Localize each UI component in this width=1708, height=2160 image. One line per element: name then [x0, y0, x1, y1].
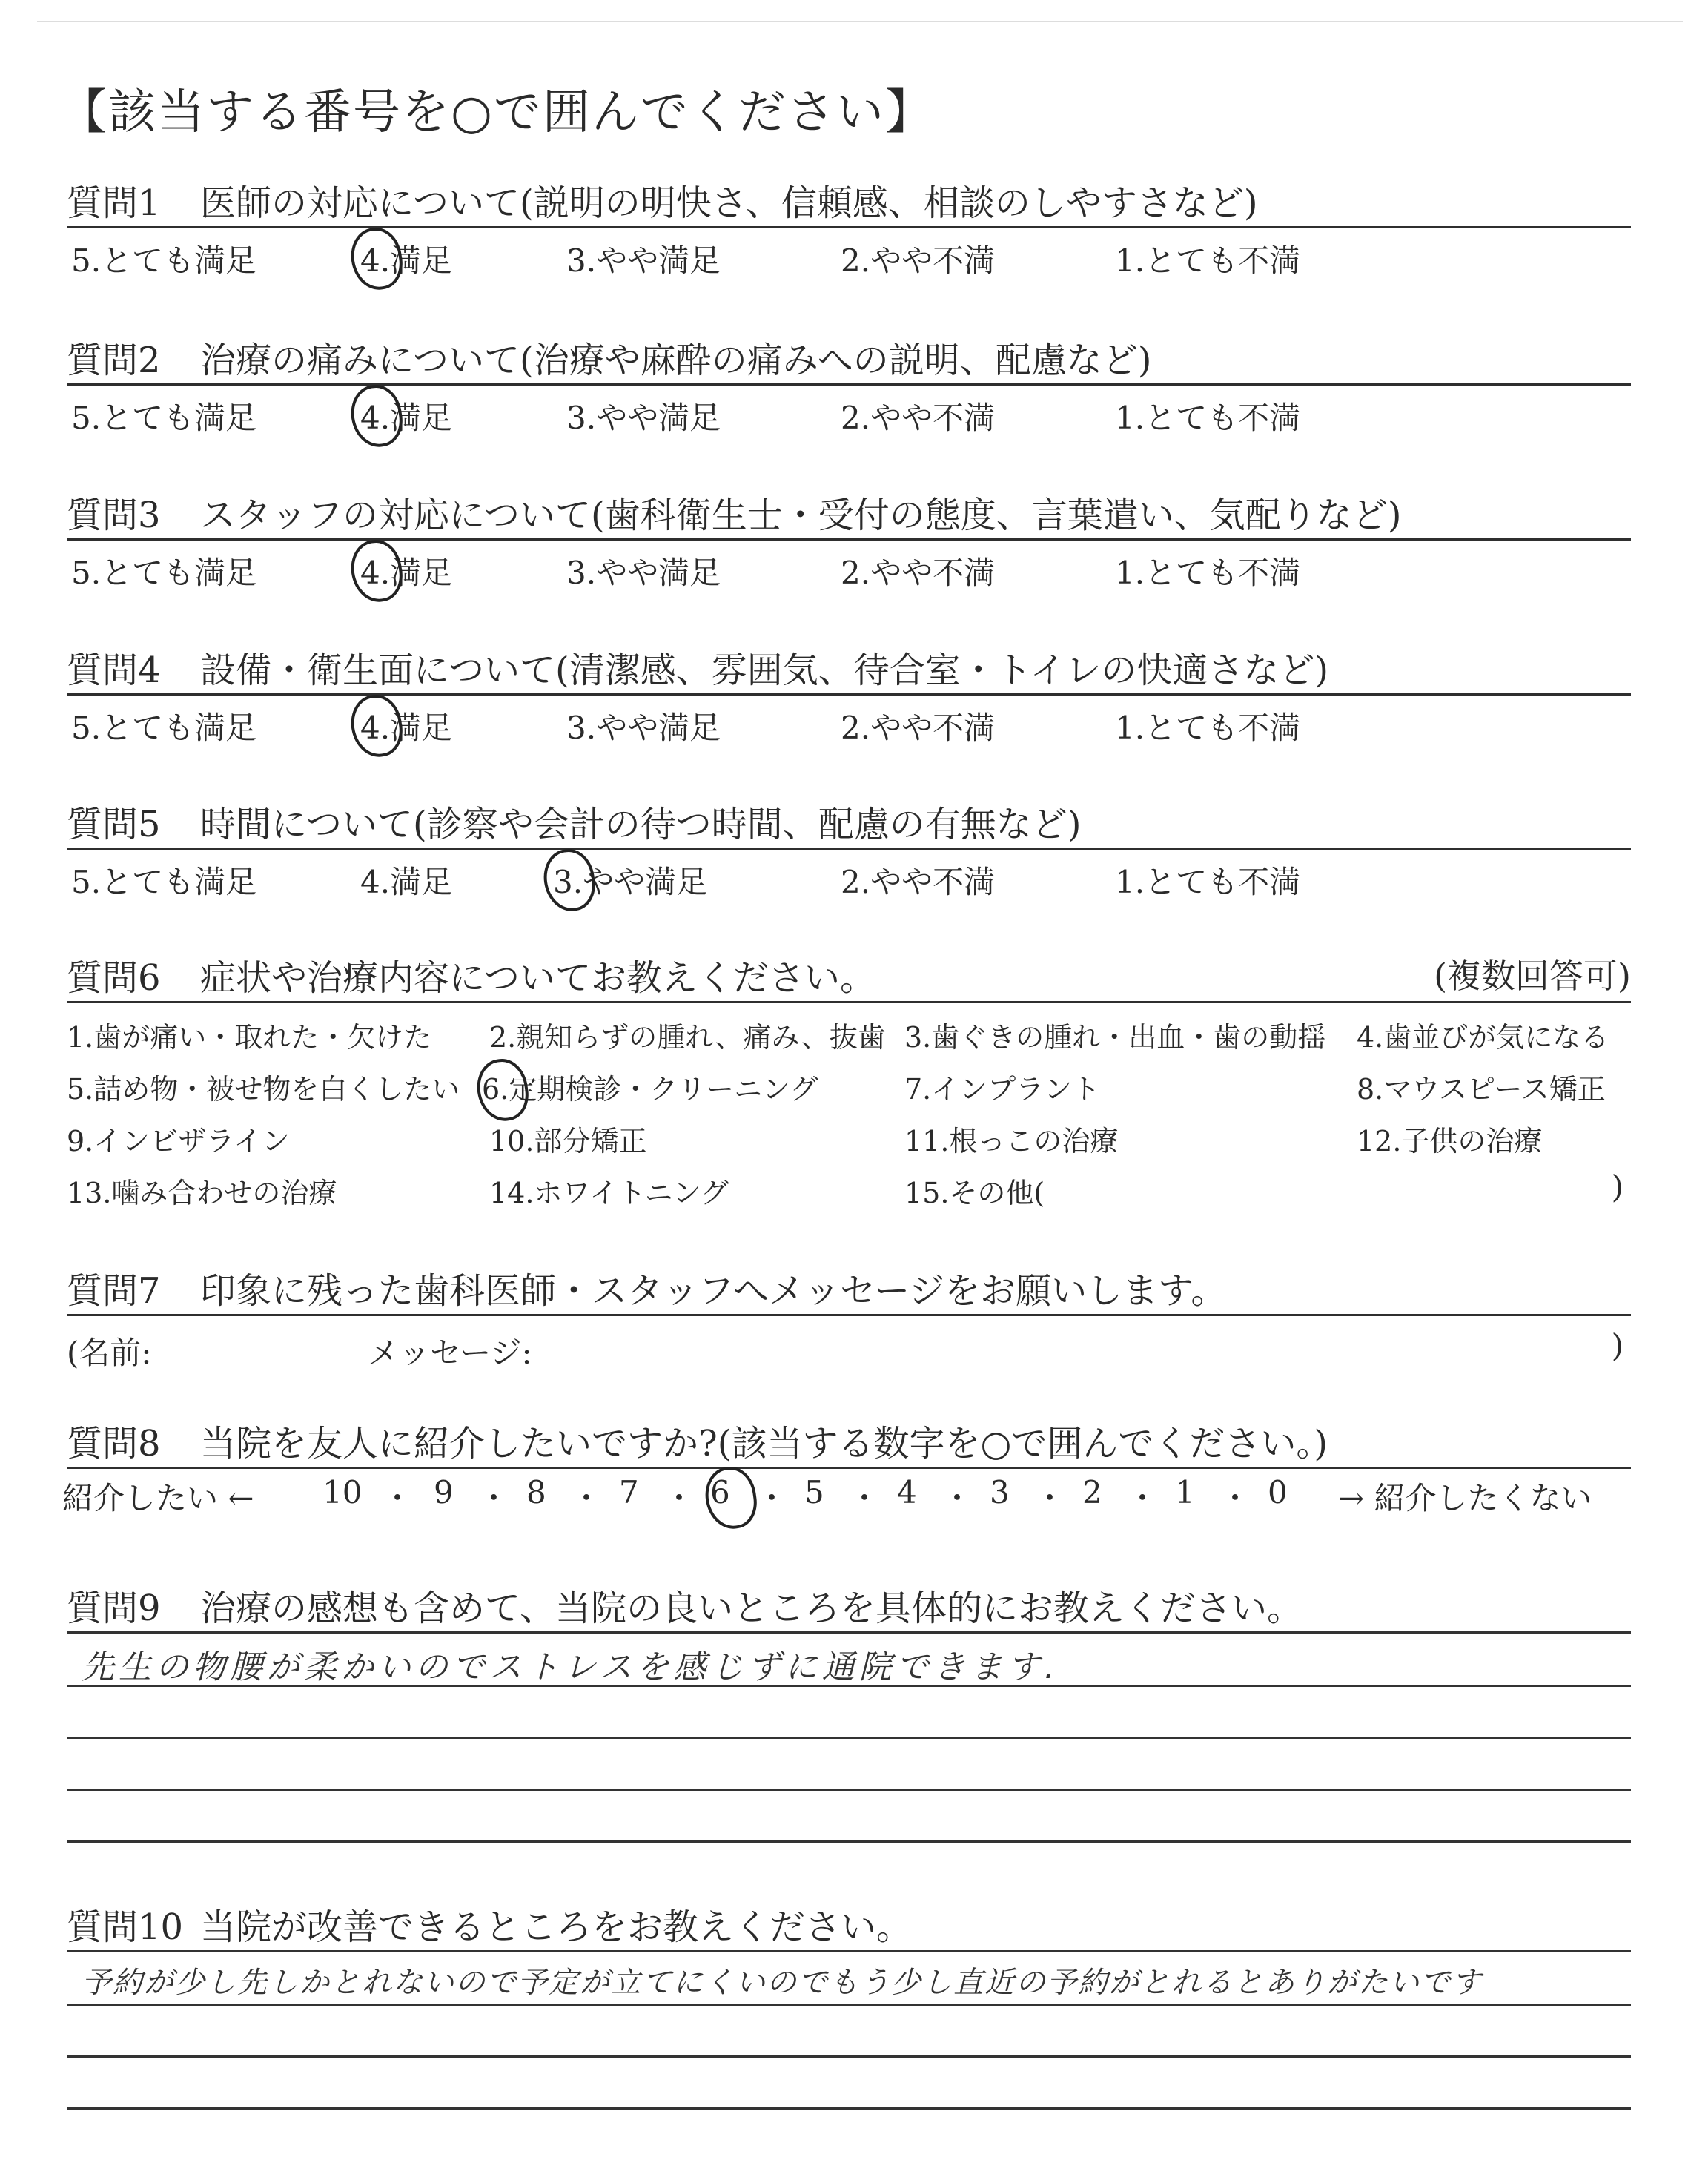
- question-number: 質問6: [67, 957, 161, 999]
- scan-edge: [37, 21, 1683, 22]
- instruction-heading: 【該当する番号を○で囲んでください】: [59, 85, 934, 140]
- q10-handwritten-answer[interactable]: 予約が少し先しかとれないので予定が立てにくいのでもう少し直近の予約がとれるとありがたいです: [82, 1966, 1483, 2000]
- question-number: 質問3: [67, 495, 161, 536]
- scale-10[interactable]: 10: [322, 1474, 363, 1510]
- question-text: 医師の対応について(説明の明快さ、信頼感、相談のしやすさなど): [200, 182, 1258, 224]
- option-4-circled[interactable]: 4.満足: [356, 547, 457, 595]
- symptom-option-4[interactable]: 4.歯並びが気になる: [1357, 1021, 1609, 1054]
- scale-1[interactable]: 1: [1175, 1474, 1195, 1510]
- multiple-answers-note: (複数回答可): [1434, 956, 1631, 996]
- rating-options: [67, 856, 1631, 908]
- scale-separator: ・: [849, 1480, 881, 1516]
- scale-4[interactable]: 4: [897, 1474, 917, 1510]
- option-1[interactable]: 1.とても不満: [1115, 864, 1301, 900]
- scale-separator: ・: [1219, 1480, 1251, 1516]
- option-5[interactable]: 5.とても満足: [71, 400, 257, 436]
- option-2[interactable]: 2.やや不満: [841, 242, 996, 279]
- scale-6-circled[interactable]: 6: [710, 1474, 730, 1510]
- symptom-option-8[interactable]: 8.マウスピース矯正: [1357, 1073, 1606, 1106]
- scale-separator: ・: [1034, 1480, 1066, 1516]
- option-4-circled[interactable]: 4.満足: [356, 392, 457, 440]
- symptom-option-11[interactable]: 11.根っこの治療: [904, 1125, 1119, 1157]
- question-text: 設備・衛生面について(清潔感、雰囲気、待合室・トイレの快適さなど): [200, 650, 1329, 691]
- option-2[interactable]: 2.やや不満: [841, 710, 996, 746]
- symptom-option-14[interactable]: 14.ホワイトニング: [489, 1177, 729, 1209]
- option-5[interactable]: 5.とても満足: [71, 864, 257, 900]
- symptom-option-15[interactable]: 15.その他(: [904, 1177, 1045, 1209]
- option-3[interactable]: 3.やや満足: [566, 242, 721, 279]
- question-number: 質問4: [67, 650, 161, 691]
- option-3[interactable]: 3.やや満足: [566, 710, 721, 746]
- scale-separator: ・: [756, 1480, 788, 1516]
- recommend-right-label: → 紹介したくない: [1338, 1480, 1592, 1516]
- question-text: 印象に残った歯科医師・スタッフへメッセージをお願いします。: [200, 1270, 1227, 1312]
- scale-8[interactable]: 8: [526, 1474, 546, 1510]
- option-4-circled[interactable]: 4.満足: [356, 235, 457, 283]
- answer-line: [67, 2004, 1631, 2006]
- option-4-circled[interactable]: 4.満足: [356, 702, 457, 750]
- question-2: [67, 331, 1631, 487]
- scale-separator: ・: [941, 1480, 973, 1516]
- question-6: [67, 949, 1631, 1216]
- scale-7[interactable]: 7: [619, 1474, 639, 1510]
- question-text: 治療の感想も含めて、当院の良いところを具体的にお教えください。: [200, 1588, 1303, 1629]
- scale-0[interactable]: 0: [1268, 1474, 1288, 1510]
- question-text: スタッフの対応について(歯科衛生士・受付の態度、言葉遣い、気配りなど): [200, 495, 1402, 536]
- option-1[interactable]: 1.とても不満: [1115, 400, 1301, 436]
- symptom-option-2[interactable]: 2.親知らずの腫れ、痛み、抜歯: [489, 1021, 886, 1054]
- recommend-left-label: 紹介したい ←: [62, 1480, 254, 1516]
- question-10: [67, 1898, 1631, 1965]
- scale-2[interactable]: 2: [1082, 1474, 1102, 1510]
- question-number: 質問5: [67, 804, 161, 845]
- symptom-option-3[interactable]: 3.歯ぐきの腫れ・出血・歯の動揺: [904, 1021, 1326, 1054]
- scale-5[interactable]: 5: [804, 1474, 824, 1510]
- option-1[interactable]: 1.とても不満: [1115, 710, 1301, 746]
- option-2[interactable]: 2.やや不満: [841, 400, 996, 436]
- message-label: メッセージ:: [368, 1335, 532, 1371]
- question-title: [67, 796, 1082, 847]
- answer-line: [67, 1789, 1631, 1791]
- question-number: 質問9: [67, 1588, 161, 1629]
- question-number: 質問7: [67, 1270, 161, 1312]
- rating-options: [67, 702, 1631, 754]
- scale-separator: ・: [1127, 1480, 1159, 1516]
- question-5: [67, 796, 1631, 951]
- question-4: [67, 641, 1631, 797]
- divider: [67, 383, 1631, 386]
- scale-separator: ・: [571, 1480, 603, 1516]
- question-text: 時間について(診察や会計の待つ時間、配慮の有無など): [200, 804, 1082, 845]
- option-4[interactable]: 4.満足: [360, 864, 453, 900]
- question-1: [67, 174, 1631, 330]
- recommend-scale: [62, 1474, 1631, 1526]
- scale-separator: ・: [382, 1480, 414, 1516]
- rating-options: [67, 235, 1631, 287]
- option-5[interactable]: 5.とても満足: [71, 555, 257, 591]
- divider: [67, 226, 1631, 228]
- question-title: [67, 1898, 912, 1949]
- question-number: 質問10: [67, 1906, 184, 1948]
- question-7: [67, 1262, 1631, 1381]
- question-text: 当院が改善できるところをお教えください。: [200, 1906, 913, 1948]
- question-3: [67, 486, 1631, 642]
- answer-line: [67, 1631, 1631, 1634]
- option-5[interactable]: 5.とても満足: [71, 242, 257, 279]
- question-title: [67, 641, 1328, 693]
- question-text: 当院を友人に紹介したいですか?(該当する数字を○で囲んでください。): [200, 1423, 1328, 1464]
- option-3-circled[interactable]: 3.やや満足: [549, 856, 712, 904]
- question-9: [67, 1579, 1631, 1646]
- option-2[interactable]: 2.やや不満: [841, 555, 996, 591]
- symptom-option-12[interactable]: 12.子供の治療: [1357, 1125, 1543, 1157]
- question-number: 質問2: [67, 340, 161, 381]
- question-title: [67, 331, 1152, 383]
- scale-separator: ・: [663, 1480, 695, 1516]
- divider: [67, 1001, 1631, 1003]
- scale-3[interactable]: 3: [990, 1474, 1010, 1510]
- question-number: 質問1: [67, 182, 161, 224]
- option-1[interactable]: 1.とても不満: [1115, 555, 1301, 591]
- option-3[interactable]: 3.やや満足: [566, 555, 721, 591]
- question-title: [67, 1579, 1302, 1631]
- divider: [67, 538, 1631, 541]
- symptom-option-10[interactable]: 10.部分矯正: [489, 1125, 647, 1157]
- symptom-option-9[interactable]: 9.インビザライン: [67, 1125, 291, 1157]
- message-close-paren: ): [1611, 1327, 1623, 1364]
- divider: [67, 1467, 1631, 1469]
- divider: [67, 1314, 1631, 1316]
- question-text: 治療の痛みについて(治療や麻酔の痛みへの説明、配慮など): [200, 340, 1152, 381]
- question-8: [62, 1415, 1631, 1541]
- question-title: [67, 486, 1402, 538]
- option-2[interactable]: 2.やや不満: [841, 864, 996, 900]
- scale-separator: ・: [478, 1480, 510, 1516]
- scale-9[interactable]: 9: [434, 1474, 454, 1510]
- answer-line: [67, 1950, 1631, 1952]
- question-title: [67, 1415, 1328, 1466]
- divider: [67, 848, 1631, 850]
- q9-handwritten-answer[interactable]: 先生の物腰が柔かいのでストレスを感じずに通院できます.: [82, 1648, 1059, 1686]
- answer-line: [67, 1685, 1631, 1687]
- answer-line: [67, 1840, 1631, 1843]
- rating-options: [67, 547, 1631, 599]
- name-label: (名前:: [67, 1335, 152, 1371]
- symptom-option-6-circled[interactable]: 6.定期検診・クリーニング: [482, 1066, 818, 1107]
- answer-line: [67, 2055, 1631, 2058]
- answer-line: [67, 1737, 1631, 1739]
- divider: [67, 693, 1631, 696]
- option-1[interactable]: 1.とても不満: [1115, 242, 1301, 279]
- question-title: [67, 1262, 1226, 1313]
- answer-line: [67, 2107, 1631, 2110]
- question-number: 質問8: [67, 1423, 161, 1464]
- symptom-option-7[interactable]: 7.インプラント: [904, 1073, 1101, 1106]
- other-close-paren: ): [1611, 1169, 1623, 1205]
- symptom-option-1[interactable]: 1.歯が痛い・取れた・欠けた: [67, 1021, 432, 1054]
- option-5[interactable]: 5.とても満足: [71, 710, 257, 746]
- option-3[interactable]: 3.やや満足: [566, 400, 721, 436]
- question-title: [67, 949, 875, 1000]
- rating-options: [67, 392, 1631, 444]
- question-title: [67, 174, 1258, 225]
- symptom-option-13[interactable]: 13.噛み合わせの治療: [67, 1177, 337, 1209]
- question-text: 症状や治療内容についてお教えください。: [200, 957, 876, 999]
- symptom-option-5[interactable]: 5.詰め物・被せ物を白くしたい: [67, 1073, 460, 1106]
